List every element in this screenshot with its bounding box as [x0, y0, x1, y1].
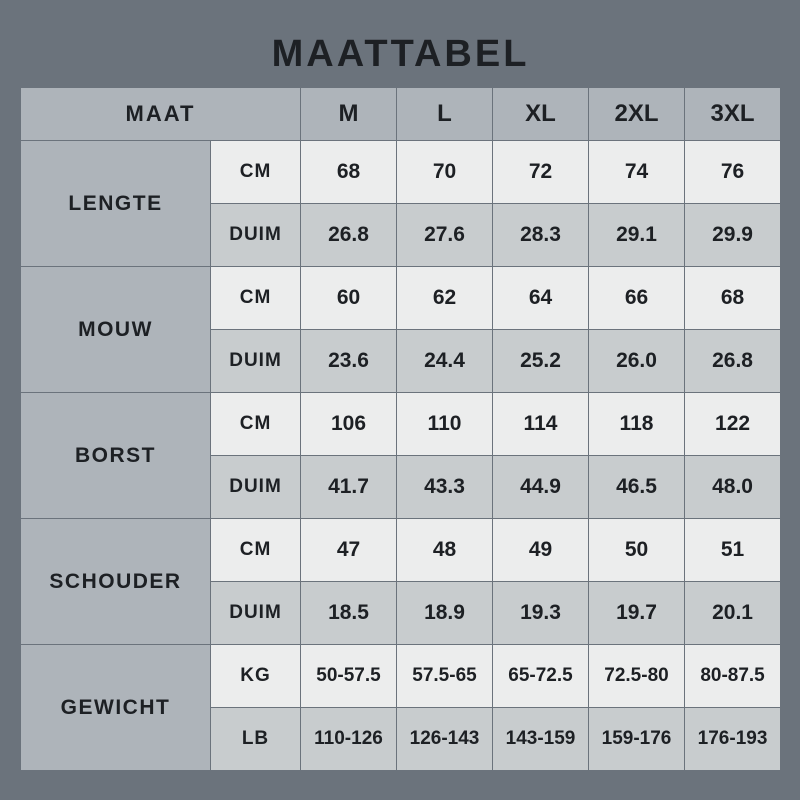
- value-cell: 19.7: [589, 582, 685, 645]
- value-cell: 28.3: [493, 204, 589, 267]
- value-cell: 72.5-80: [589, 645, 685, 708]
- value-cell: 65-72.5: [493, 645, 589, 708]
- value-cell: 29.1: [589, 204, 685, 267]
- value-cell: 60: [301, 267, 397, 330]
- header-size-xl: XL: [493, 88, 589, 141]
- value-cell: 68: [301, 141, 397, 204]
- value-cell: 27.6: [397, 204, 493, 267]
- row-label-lengte: LENGTE: [21, 141, 211, 267]
- page-title: MAATTABEL: [21, 21, 781, 88]
- table-title-row: [21, 21, 781, 88]
- value-cell: 57.5-65: [397, 645, 493, 708]
- table-row: [21, 141, 781, 204]
- value-cell: 20.1: [685, 582, 781, 645]
- value-cell: 50-57.5: [301, 645, 397, 708]
- row-label-borst: BORST: [21, 393, 211, 519]
- unit-cell: DUIM: [211, 204, 301, 267]
- value-cell: 47: [301, 519, 397, 582]
- value-cell: 118: [589, 393, 685, 456]
- value-cell: 143-159: [493, 708, 589, 771]
- value-cell: 114: [493, 393, 589, 456]
- value-cell: 64: [493, 267, 589, 330]
- value-cell: 176-193: [685, 708, 781, 771]
- header-size-m: M: [301, 88, 397, 141]
- value-cell: 48: [397, 519, 493, 582]
- value-cell: 48.0: [685, 456, 781, 519]
- value-cell: 68: [685, 267, 781, 330]
- value-cell: 49: [493, 519, 589, 582]
- unit-cell: DUIM: [211, 582, 301, 645]
- value-cell: 106: [301, 393, 397, 456]
- unit-cell: CM: [211, 267, 301, 330]
- value-cell: 46.5: [589, 456, 685, 519]
- row-label-gewicht: GEWICHT: [21, 645, 211, 771]
- value-cell: 18.5: [301, 582, 397, 645]
- header-measure-label: MAAT: [21, 88, 301, 141]
- table-row: [21, 393, 781, 456]
- table-row: [21, 519, 781, 582]
- unit-cell: CM: [211, 519, 301, 582]
- value-cell: 62: [397, 267, 493, 330]
- header-size-2xl: 2XL: [589, 88, 685, 141]
- unit-cell: KG: [211, 645, 301, 708]
- row-label-schouder: SCHOUDER: [21, 519, 211, 645]
- value-cell: 76: [685, 141, 781, 204]
- value-cell: 18.9: [397, 582, 493, 645]
- unit-cell: CM: [211, 393, 301, 456]
- value-cell: 66: [589, 267, 685, 330]
- value-cell: 110: [397, 393, 493, 456]
- value-cell: 74: [589, 141, 685, 204]
- size-chart-table: [20, 20, 781, 771]
- value-cell: 26.8: [301, 204, 397, 267]
- value-cell: 29.9: [685, 204, 781, 267]
- value-cell: 72: [493, 141, 589, 204]
- value-cell: 51: [685, 519, 781, 582]
- value-cell: 25.2: [493, 330, 589, 393]
- value-cell: 110-126: [301, 708, 397, 771]
- value-cell: 44.9: [493, 456, 589, 519]
- unit-cell: DUIM: [211, 330, 301, 393]
- unit-cell: DUIM: [211, 456, 301, 519]
- table-header-row: [21, 88, 781, 141]
- table-row: [21, 267, 781, 330]
- value-cell: 50: [589, 519, 685, 582]
- value-cell: 19.3: [493, 582, 589, 645]
- value-cell: 24.4: [397, 330, 493, 393]
- unit-cell: CM: [211, 141, 301, 204]
- value-cell: 70: [397, 141, 493, 204]
- row-label-mouw: MOUW: [21, 267, 211, 393]
- table-row: [21, 645, 781, 708]
- value-cell: 26.8: [685, 330, 781, 393]
- value-cell: 80-87.5: [685, 645, 781, 708]
- value-cell: 122: [685, 393, 781, 456]
- value-cell: 23.6: [301, 330, 397, 393]
- value-cell: 41.7: [301, 456, 397, 519]
- header-size-l: L: [397, 88, 493, 141]
- header-size-3xl: 3XL: [685, 88, 781, 141]
- value-cell: 126-143: [397, 708, 493, 771]
- value-cell: 26.0: [589, 330, 685, 393]
- value-cell: 159-176: [589, 708, 685, 771]
- unit-cell: LB: [211, 708, 301, 771]
- value-cell: 43.3: [397, 456, 493, 519]
